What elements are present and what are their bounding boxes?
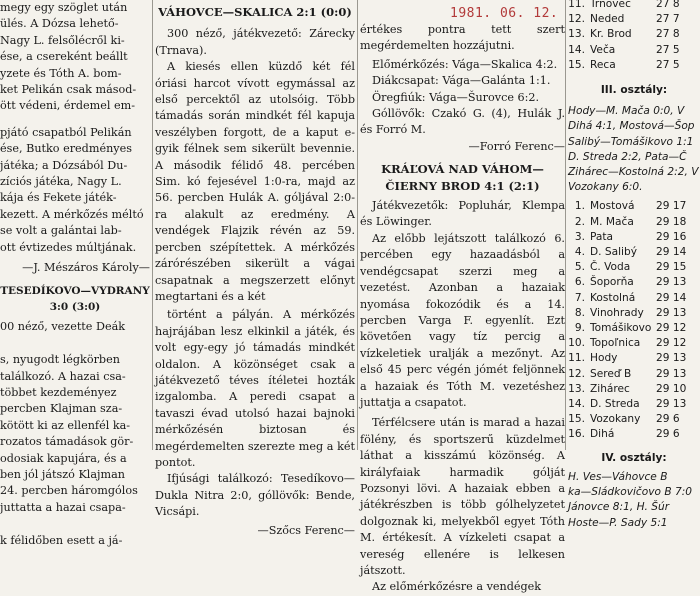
rank: 13. xyxy=(568,382,585,395)
author-signature: —Forró Ferenc— xyxy=(468,139,565,153)
standings-row xyxy=(568,336,700,351)
team-name: D. Streda xyxy=(590,398,640,411)
article-paragraph: Ifjúsági találkozó: Tesedíkovo—Dukla Nitra 2:0, góllövők: Bende, Vicsápi. xyxy=(155,472,355,519)
matches-points: 27 5 xyxy=(656,58,680,71)
matches-points: 27 5 xyxy=(656,43,680,56)
match-headline: TESEDÍKOVO—VYDRANY 3:0 (3:0) xyxy=(0,284,150,313)
team-name: Mostová xyxy=(590,200,635,213)
matches-points: 29 13 xyxy=(656,276,687,289)
text-line: kája és Fekete játék- xyxy=(0,191,117,205)
matches-points: 29 10 xyxy=(656,382,687,395)
matches-points: 27 8 xyxy=(656,28,680,41)
team-name: Hody xyxy=(590,352,618,365)
standings-row xyxy=(568,291,700,306)
standings-row xyxy=(568,260,700,275)
text-line: megy egy szöglet után xyxy=(0,1,128,14)
rank: 8. xyxy=(574,306,585,319)
result-line: Előmérkőzés: Vága—Skalica 4:2. xyxy=(372,57,558,71)
result-line: Jánovce 8:1, H. Šúr xyxy=(568,501,670,514)
standings-row xyxy=(568,351,700,366)
matches-points: 29 18 xyxy=(656,215,687,228)
rank: 10. xyxy=(568,337,585,350)
column-divider xyxy=(357,0,358,450)
article-paragraph: A kiesés ellen küzdő két fél óriási harcot vívott egymással az első percektől az utolsóig. Több támadás során mindkét fél kapuja veszélyben forgott, de a kaput e-gyik félnek sem sikerült bevennie. A második félidő 48. percében Sim. kó fejesével 1:0-ra, majd az 56. percben Hulák A. góljával 2:0-ra alakult az eredmény. A vendégek Flajzik révén az 59. percben szépítettek. A mérkőzés zárórészében sikerült a vágai csapatnak a megszerzett előnyt megtartani és a két xyxy=(155,60,355,303)
rank: 13. xyxy=(568,28,585,41)
text-line: többet kezdeményez xyxy=(0,385,117,399)
result-line: ka—Sládkovičovo B 7:0 xyxy=(568,486,693,499)
team-name: Neded xyxy=(590,13,625,26)
rank: 12. xyxy=(568,13,585,26)
standings-row xyxy=(568,27,700,42)
text-line: ése, Butko eredményes xyxy=(0,142,132,156)
author-signature: —Szőcs Ferenc— xyxy=(257,523,355,537)
division-results xyxy=(568,470,700,531)
text-line: percben Klajman sza- xyxy=(0,402,123,416)
team-name: Tomášikovo xyxy=(590,322,652,335)
text-line: pjátó csapatból Pelikán xyxy=(0,125,132,139)
column-3 xyxy=(360,0,565,594)
matches-points: 29 13 xyxy=(656,306,687,319)
text-line: kötött ki az ellenfél ka- xyxy=(0,418,131,432)
article-paragraph: történt a pályán. A mérkőzés hajrájában lesz elkinkil a játék, és volt egy-egy jó támadás mindkét oldalon. A közönséget csak a játékvezető téves ítéletei hozták izgalomba. A peredi csapat a tavaszi évad utolsó hazai bajnoki mérkőzésén biztosan és megérdemelten szerezte meg a két pontot. xyxy=(155,308,355,469)
matches-points: 29 13 xyxy=(656,398,687,411)
team-name: Sereď B xyxy=(590,367,632,380)
article-paragraph: Az előmérkőzésre a vendégek xyxy=(372,580,542,594)
text-line: yzete és Tóth A. bom- xyxy=(0,66,122,80)
match-headline: KRÁĽOVÁ NAD VÁHOM—ČIERNY BROD 4:1 (2:1) xyxy=(381,162,544,193)
team-name: Vinohrady xyxy=(590,306,644,319)
standings-row xyxy=(568,321,700,336)
result-line: Vozokany 6:0. xyxy=(568,181,643,194)
standings-row xyxy=(568,245,700,260)
division-heading: III. osztály: xyxy=(600,84,668,97)
result-line: Zihárec—Kostolná 2:2, V xyxy=(568,166,699,179)
standings-table-top xyxy=(568,0,700,73)
matches-points: 29 14 xyxy=(656,246,687,259)
text-line xyxy=(0,516,150,532)
result-line: Góllövők: Czakó G. (4), Hulák J. és Forró M. xyxy=(360,107,565,137)
rank: 5. xyxy=(574,261,585,274)
rank: 15. xyxy=(568,413,585,426)
text-line: juttatta a hazai csapa- xyxy=(0,500,126,514)
matches-points: 27 8 xyxy=(656,0,680,10)
column-4-standings xyxy=(568,0,700,529)
text-line: kezett. A mérkőzés méltó xyxy=(0,207,144,221)
column-2 xyxy=(155,0,355,537)
rank: 11. xyxy=(568,0,585,10)
team-name: Č. Voda xyxy=(590,261,631,274)
standings-row xyxy=(568,367,700,382)
rank: 7. xyxy=(574,291,585,304)
text-line: ése, a csereként beállt xyxy=(0,50,128,64)
division-results xyxy=(568,104,700,195)
article-paragraph: Térfélcsere után is marad a hazai fölény, és sportszerű küzdelmet láthat a kisszámú közönség. A királyfaiak harmadik gólját Pozsonyi lövi. A hazaiak ebben a játékrészben is több gólhelyzetet dolgoznak ki, melyekből egyet Tóth M. értékesít. A vízkeleti csapat a vereség ellenére is lelkesen játszott. xyxy=(360,416,565,577)
standings-row xyxy=(568,427,700,442)
standings-row xyxy=(568,397,700,412)
team-name: Dihá xyxy=(590,428,615,441)
standings-row xyxy=(568,43,700,58)
standings-row xyxy=(568,58,700,73)
matches-points: 29 16 xyxy=(656,230,687,243)
article-paragraph: Játékvezetők: Popluhár, Klempa és Löwinger. xyxy=(360,199,565,229)
result-line: Hody—M. Mača 0:0, V xyxy=(568,105,685,118)
result-line: D. Streda 2:2, Pata—Č xyxy=(568,150,687,163)
matches-points: 29 6 xyxy=(656,428,680,441)
team-name: M. Mača xyxy=(590,215,634,228)
column-divider xyxy=(565,0,566,450)
result-line: Salibý—Tomášikovo 1:1 xyxy=(568,135,694,148)
text-line: Nagy L. felsőlécről ki- xyxy=(0,33,125,47)
standings-row xyxy=(568,0,700,12)
team-name: Kostolná xyxy=(590,291,636,304)
standings-row xyxy=(568,215,700,230)
standings-row xyxy=(568,230,700,245)
standings-row xyxy=(568,306,700,321)
text-line: ülés. A Dózsa lehető- xyxy=(0,17,119,31)
result-line: Hoste—P. Sady 5:1 xyxy=(568,516,668,529)
article-paragraph: 300 néző, játékvezető: Zárecky (Trnava). xyxy=(155,27,355,57)
rank: 1. xyxy=(574,200,585,213)
result-line: Dihá 4:1, Mostová—Šop xyxy=(568,120,695,133)
team-name: Reca xyxy=(590,58,616,71)
matches-points: 29 6 xyxy=(656,413,680,426)
text-line: ott évtizedes múltjának. xyxy=(0,240,137,254)
rank: 11. xyxy=(568,352,585,365)
team-name: Vozokany xyxy=(590,413,641,426)
column-divider xyxy=(152,0,153,450)
text-line: ben jól játszó Klajman xyxy=(0,467,126,481)
team-name: Topoľnica xyxy=(590,337,641,350)
text-line: rozatos támadások gör- xyxy=(0,435,134,449)
matches-points: 27 7 xyxy=(656,13,680,26)
rank: 16. xyxy=(568,428,585,441)
result-line: Diákcsapat: Vága—Galánta 1:1. xyxy=(372,74,551,88)
rank: 3. xyxy=(574,230,585,243)
rank: 14. xyxy=(568,398,585,411)
team-name: Kr. Brod xyxy=(590,28,632,41)
text-line: találkozó. A hazai csa- xyxy=(0,369,126,383)
text-line: odosiak kapujára, és a xyxy=(0,451,127,465)
standings-row xyxy=(568,275,700,290)
rank: 12. xyxy=(568,367,585,380)
text-line: zíciós játéka, Nagy L. xyxy=(0,175,122,189)
matches-points: 29 13 xyxy=(656,352,687,365)
matches-points: 29 14 xyxy=(656,291,687,304)
matches-points: 29 12 xyxy=(656,337,687,350)
standings-table xyxy=(568,199,700,442)
article-fragment-mid xyxy=(0,125,150,256)
team-name: D. Salibý xyxy=(590,246,637,259)
rank: 14. xyxy=(568,43,585,56)
text-line xyxy=(0,336,150,352)
standings-row xyxy=(568,412,700,427)
team-name: Zihárec xyxy=(590,382,630,395)
text-line: játéka; a Dózsából Du- xyxy=(0,158,128,172)
rank: 9. xyxy=(574,322,585,335)
team-name: Šoporňa xyxy=(590,276,634,289)
text-line: 00 néző, vezette Deák xyxy=(0,320,126,334)
result-line: H. Ves—Váhovce B xyxy=(568,470,668,483)
rank: 6. xyxy=(574,276,585,289)
author-signature: —J. Mészáros Károly— xyxy=(22,261,150,275)
article-paragraph: Az előbb lejátszott találkozó 6. percében egy hazaadásból a vendégcsapat szerzi meg a vezetést. Azonban a hazaiak nyomása fokozódik és a 14. percben Varga F. egyenlít. Ezt követően vagy tíz percig a vízkeletiek uralják a mezőnyt. Az első 45 perc végén jómét feljönnek a hazaiak és Tóth M. vezetéshez juttatja a csapatot. xyxy=(360,231,565,409)
result-line: Öregfiúk: Vága—Šurovce 6:2. xyxy=(372,90,540,104)
standings-row xyxy=(568,12,700,27)
team-name: Pata xyxy=(590,230,614,243)
text-line: se volt a galántai lab- xyxy=(0,224,122,238)
article-fragment-bottom xyxy=(0,319,150,549)
team-name: Trnovec xyxy=(590,0,631,10)
team-name: Veča xyxy=(590,43,616,56)
standings-row xyxy=(568,199,700,214)
column-1 xyxy=(0,0,150,547)
article-fragment-top xyxy=(0,0,150,115)
division-heading: IV. osztály: xyxy=(601,451,667,464)
matches-points: 29 17 xyxy=(656,200,687,213)
match-headline: VÁHOVCE—SKALICA 2:1 (0:0) xyxy=(158,5,352,19)
text-line: ött védeni, érdemel em- xyxy=(0,99,136,113)
matches-points: 29 13 xyxy=(656,367,687,380)
rank: 15. xyxy=(568,58,585,71)
article-paragraph: értékes pontra tett szert megérdemelten hozzájutni. xyxy=(360,23,565,53)
matches-points: 29 15 xyxy=(656,261,687,274)
text-line: 24. percben háromgólos xyxy=(0,484,138,498)
text-line: k félidőben esett a já- xyxy=(0,533,123,547)
text-line: ket Pelikán csak másod- xyxy=(0,83,137,97)
rank: 2. xyxy=(574,215,585,228)
text-line: s, nyugodt légkörben xyxy=(0,353,120,367)
rank: 4. xyxy=(574,246,585,259)
matches-points: 29 12 xyxy=(656,322,687,335)
standings-row xyxy=(568,382,700,397)
date-stamp: 1981. 06. 12. xyxy=(450,6,559,21)
